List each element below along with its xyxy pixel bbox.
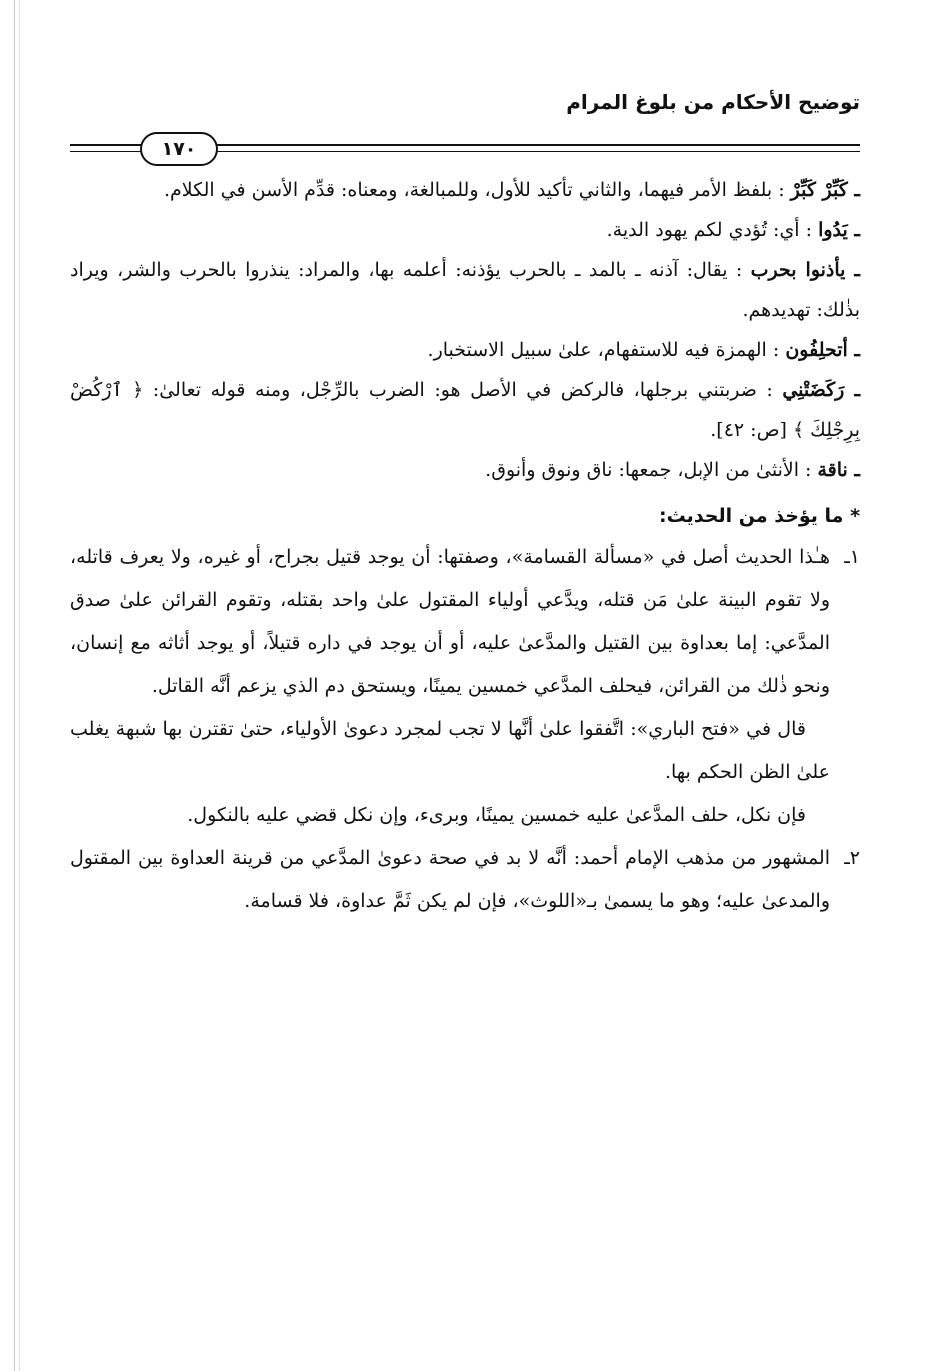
glossary-term: ـ يَدُوا xyxy=(818,219,860,241)
item-paragraph: فإن نكل، حلف المدَّعىٰ عليه خمسين يمينًا، وبرىء، وإن نكل قضي عليه بالنكول. xyxy=(187,804,806,826)
glossary-term: ـ أتحلِفُون xyxy=(785,339,860,361)
list-item xyxy=(70,536,860,708)
glossary-entry xyxy=(70,170,860,210)
item-text: المشهور من مذهب الإمام أحمد: أنَّه لا بد في صحة دعوىٰ المدَّعي من قرينة العداوة بين المقتول والمدعىٰ عليه؛ وهو ما يسمىٰ بـ«اللوث»، فإن لم يكن ثَمَّ عداوة، فلا قسامة. xyxy=(70,847,830,912)
section-heading: * ما يؤخذ من الحديث: xyxy=(658,505,860,527)
book-page xyxy=(70,90,860,923)
glossary-entry xyxy=(70,450,860,490)
page-number-badge: ١٧٠ xyxy=(140,132,218,166)
list-item xyxy=(70,837,860,923)
glossary-entry xyxy=(70,330,860,370)
running-header xyxy=(70,90,860,130)
glossary-definition: : أي: تُؤدي لكم يهود الدية. xyxy=(606,219,813,241)
glossary-definition: : ضربتني برجلها، فالركض في الأصل هو: الضرب بالرِّجْل، ومنه قوله تعالىٰ: ﴿ ٱرْكُضْ بِرِجْلِكَ ﴾ [ص: ٤٢]. xyxy=(70,379,860,441)
glossary-term: ـ ناقة xyxy=(817,459,860,481)
page-edge-line xyxy=(14,0,15,1371)
header-rule xyxy=(70,132,860,166)
glossary-entry xyxy=(70,370,860,450)
benefits-list xyxy=(70,536,860,923)
item-text: هـٰذا الحديث أصل في «مسألة القسامة»، وصفتها: أن يوجد قتيل بجراح، أو غيره، ولا يعرف قاتله، ولا تقوم البينة علىٰ مَن قتله، ويدَّعي أولياء المقتول علىٰ واحد بقتله، وتقوم القرائن علىٰ صدق المدَّعي: إما بعداوة بين القتيل والمدَّعىٰ عليه، أو أن يوجد في داره قتيلاً، أو يوجد أثاثه مع إنسان، ونحو ذٰلك من القرائن، فيحلف المدَّعي خمسين يمينًا، ويستحق دم الذي يزعم أنَّه القاتل. xyxy=(70,546,830,697)
glossary-definition: : الأنثىٰ من الإبل، جمعها: ناق ونوق وأنوق. xyxy=(485,459,812,481)
glossary-term: ـ كَبِّرْ كَبِّرْ xyxy=(790,179,860,201)
glossary-entry xyxy=(70,210,860,250)
item-number: ١ـ xyxy=(844,546,860,568)
glossary-list xyxy=(70,170,860,490)
glossary-term: ـ يأذنوا بحرب xyxy=(750,259,860,281)
glossary-definition: : بلفظ الأمر فيهما، والثاني تأكيد للأول، وللمبالغة، ومعناه: قدِّم الأسن في الكلام. xyxy=(163,179,785,201)
glossary-term: ـ رَكَضَتْنِي xyxy=(782,379,861,401)
item-number: ٢ـ xyxy=(844,847,860,869)
glossary-definition: : يقال: آذنه ـ بالمد ـ بالحرب يؤذنه: أعلمه بها، والمراد: ينذروا بالحرب والشر، ويراد بذٰلك: تهديدهم. xyxy=(70,259,860,321)
glossary-definition: : الهمزة فيه للاستفهام، علىٰ سبيل الاستخبار. xyxy=(427,339,780,361)
book-title: توضيح الأحكام من بلوغ المرام xyxy=(566,90,860,114)
glossary-entry xyxy=(70,250,860,330)
page-edge-line-inner xyxy=(19,0,20,1371)
item-paragraph: قال في «فتح الباري»: اتَّفقوا علىٰ أنَّها لا تجب لمجرد دعوىٰ الأولياء، حتىٰ تقترن بها شبهة يغلب علىٰ الظن الحكم بها. xyxy=(70,718,830,783)
